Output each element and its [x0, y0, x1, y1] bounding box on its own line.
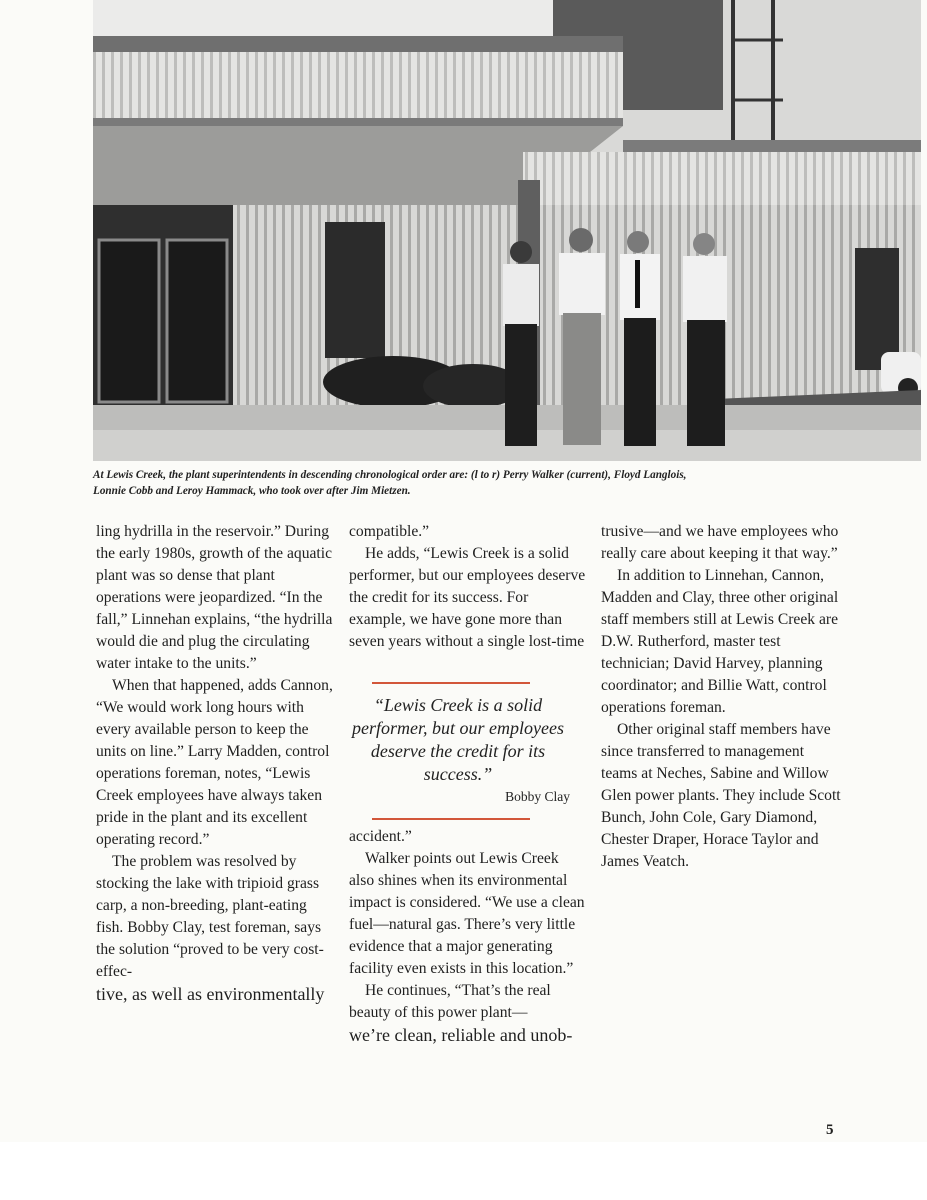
paragraph: When that happened, adds Cannon, “We would work long hours with every available person to keep the units on line.” Larry Madden, control operations foreman, notes, “Lewis Creek employees have always taken pride in the plant and its excellent operating record.”: [96, 677, 333, 848]
bottom-strip: [0, 1142, 927, 1200]
page-number: 5: [826, 1122, 834, 1138]
plant-photo: [93, 0, 921, 461]
paragraph: compatible.”: [349, 523, 430, 540]
pull-quote: “Lewis Creek is a solid performer, but our employees deserve the credit for its success.”: [352, 695, 564, 784]
paragraph-last-line: tive, as well as environmentally: [96, 984, 325, 1004]
paragraph: He adds, “Lewis Creek is a solid performer, but our employees deserve the credit for its success. For example, we have gone more than seven years without a single lost-time: [349, 545, 586, 650]
paragraph: In addition to Linnehan, Cannon, Madden and Clay, three other original staff members still at Lewis Creek are D.W. Rutherford, master test technician; David Harvey, planning coordinator; and Billie Watt, control operations foreman.: [601, 567, 839, 716]
paragraph: accident.”: [349, 828, 412, 845]
article-column-2-top: [349, 521, 587, 653]
article-column-1: [96, 521, 336, 1005]
caption-line-1: At Lewis Creek, the plant superintendents in descending chronological order are: (l to r) Perry Walker (current), Floyd Langlois,: [93, 469, 687, 481]
pull-quote-rule-top: [372, 682, 530, 684]
paragraph: He continues, “That’s the real beauty of this power plant—: [349, 982, 551, 1021]
person-2: [559, 228, 605, 445]
paragraph: Walker points out Lewis Creek also shines when its environmental impact is considered. “We use a clean fuel—natural gas. There’s very little evidence that a major generating facility even exists in this location.”: [349, 850, 585, 977]
pull-quote-rule-bottom: [372, 818, 530, 820]
paragraph: trusive—and we have employees who really care about keeping it that way.”: [601, 523, 839, 562]
person-4: [683, 233, 727, 446]
paragraph: Other original staff members have since transferred to management teams at Neches, Sabine and Willow Glen power plants. They include Scott Bunch, John Cole, Gary Diamond, Chester Draper, Horace Taylor and James Veatch.: [601, 721, 841, 870]
photo-caption: [93, 467, 921, 499]
paragraph: The problem was resolved by stocking the lake with tripioid grass carp, a non-breeding, plant-eating fish. Bobby Clay, test foreman, says the solution “proved to be very cost-effec-: [96, 853, 324, 980]
article-column-2-bottom: [349, 826, 587, 1046]
paragraph: ling hydrilla in the reservoir.” During the early 1980s, growth of the aquatic plant was so dense that plant operations were jeopardized. “In the fall,” Linnehan explains, “the hydrilla would die and plug the circulating water intake to the units.”: [96, 523, 333, 672]
article-column-3: [601, 521, 841, 873]
pull-quote-attribution: Bobby Clay: [505, 789, 570, 804]
caption-line-2: Lonnie Cobb and Leroy Hammack, who took over after Jim Mietzen.: [93, 485, 411, 497]
person-1: [503, 241, 539, 446]
person-3: [620, 231, 660, 446]
paragraph-last-line: we’re clean, reliable and unob-: [349, 1025, 573, 1045]
